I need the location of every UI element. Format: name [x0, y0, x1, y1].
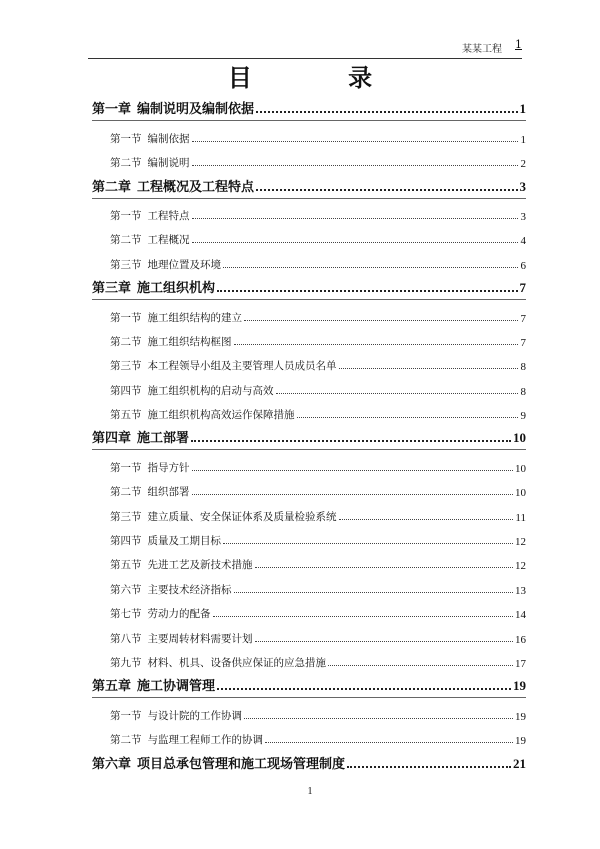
toc-dot-leader — [265, 742, 513, 743]
toc-entry-number: 第五节 — [110, 409, 142, 422]
toc-entry-title: 指导方针 — [147, 461, 190, 474]
toc-entry-page: 3 — [520, 210, 526, 223]
toc-entry-number: 第一节 — [110, 709, 142, 722]
toc-dot-leader — [297, 417, 519, 418]
toc-entry-number: 第二章 — [92, 179, 132, 195]
toc-entry-page: 7 — [520, 336, 526, 349]
toc-dot-leader — [256, 189, 517, 191]
toc-entry-number: 第五章 — [92, 679, 132, 695]
toc-chapter-entry[interactable] — [92, 747, 526, 771]
toc-dot-leader — [244, 718, 513, 719]
toc-entry-page: 10 — [515, 462, 526, 475]
toc-section-entry[interactable] — [92, 300, 526, 324]
toc-entry-number: 第二节 — [110, 486, 142, 499]
toc-chapter-entry[interactable] — [92, 422, 526, 446]
toc-entry-title: 本工程领导小组及主要管理人员成员名单 — [147, 360, 337, 373]
toc-entry-page: 12 — [515, 536, 526, 549]
toc-entry-title: 建立质量、安全保证体系及质量检验系统 — [147, 510, 337, 523]
toc-section-entry[interactable] — [92, 524, 526, 548]
toc-entry-page: 1 — [519, 101, 526, 117]
toc-dot-leader — [256, 111, 517, 113]
toc-entry-title: 工程特点 — [147, 209, 190, 222]
toc-entry-page: 16 — [515, 633, 526, 646]
toc-entry-page: 12 — [515, 560, 526, 573]
toc-entry-page: 8 — [520, 361, 526, 374]
toc-dot-leader — [339, 368, 519, 369]
toc-entry-page: 17 — [515, 657, 526, 670]
toc-section-entry[interactable] — [92, 475, 526, 499]
toc-entry-title: 组织部署 — [147, 486, 190, 499]
toc-entry-number: 第四节 — [110, 384, 142, 397]
toc-dot-leader — [192, 494, 514, 495]
toc-dot-leader — [192, 218, 519, 219]
toc-entry-number: 第四章 — [92, 431, 132, 447]
toc-entry-number: 第三章 — [92, 281, 132, 297]
toc-entry-title: 工程概况 — [147, 234, 190, 247]
page-header — [88, 38, 522, 59]
toc-section-entry[interactable] — [92, 247, 526, 271]
toc-entry-title: 材料、机具、设备供应保证的应急措施 — [147, 656, 326, 669]
toc-section-entry[interactable] — [92, 646, 526, 670]
header-title: 某某工程 — [462, 44, 502, 55]
toc-entry-page: 10 — [513, 430, 526, 446]
toc-dot-leader — [234, 592, 514, 593]
toc-entry-title: 与监理工程师工作的协调 — [147, 734, 263, 747]
toc-section-entry[interactable] — [92, 450, 526, 474]
table-of-contents — [92, 93, 526, 772]
toc-entry-page: 10 — [515, 487, 526, 500]
toc-entry-page: 13 — [515, 584, 526, 597]
toc-entry-title: 施工组织结构框图 — [147, 335, 232, 348]
toc-section-entry[interactable] — [92, 597, 526, 621]
toc-entry-page: 19 — [515, 735, 526, 748]
page-title: 目 录 — [227, 63, 417, 92]
toc-chapter-entry[interactable] — [92, 272, 526, 296]
toc-dot-leader — [339, 519, 514, 520]
toc-dot-leader — [255, 567, 514, 568]
toc-entry-page: 1 — [520, 133, 526, 146]
toc-entry-number: 第三节 — [110, 360, 142, 373]
header-page-number: 1 — [515, 38, 522, 51]
toc-dot-leader — [213, 616, 514, 617]
toc-entry-number: 第五节 — [110, 559, 142, 572]
toc-entry-page: 7 — [519, 280, 526, 296]
toc-entry-number: 第二节 — [110, 234, 142, 247]
toc-entry-title: 质量及工期目标 — [147, 535, 221, 548]
toc-chapter-entry[interactable] — [92, 670, 526, 694]
toc-entry-number: 第一节 — [110, 132, 142, 145]
toc-entry-title: 施工组织机构的启动与高效 — [147, 384, 274, 397]
toc-entry-title: 施工组织机构 — [137, 281, 216, 297]
toc-entry-number: 第一章 — [92, 102, 132, 118]
toc-entry-number: 第二节 — [110, 335, 142, 348]
toc-section-entry[interactable] — [92, 349, 526, 373]
toc-dot-leader — [192, 470, 514, 471]
toc-entry-number: 第七节 — [110, 608, 142, 621]
toc-entry-title: 施工组织机构高效运作保障措施 — [147, 409, 295, 422]
toc-entry-page: 19 — [513, 678, 526, 694]
toc-dot-leader — [234, 344, 519, 345]
toc-entry-page: 8 — [520, 385, 526, 398]
toc-entry-number: 第四节 — [110, 535, 142, 548]
toc-entry-title: 编制依据 — [147, 132, 190, 145]
toc-entry-title: 施工组织结构的建立 — [147, 311, 242, 324]
toc-entry-title: 施工协调管理 — [137, 679, 216, 695]
toc-section-entry[interactable] — [92, 146, 526, 170]
toc-section-entry[interactable] — [92, 199, 526, 223]
toc-entry-page: 9 — [520, 410, 526, 423]
toc-entry-title: 项目总承包管理和施工现场管理制度 — [137, 756, 346, 772]
toc-section-entry[interactable] — [92, 373, 526, 397]
toc-entry-number: 第九节 — [110, 656, 142, 669]
toc-section-entry[interactable] — [92, 499, 526, 523]
toc-entry-number: 第六节 — [110, 583, 142, 596]
toc-entry-page: 2 — [520, 158, 526, 171]
toc-entry-number: 第一节 — [110, 461, 142, 474]
toc-chapter-entry[interactable] — [92, 93, 526, 117]
toc-dot-leader — [244, 320, 518, 321]
toc-dot-leader — [255, 641, 514, 642]
toc-entry-page: 19 — [515, 710, 526, 723]
toc-dot-leader — [328, 665, 513, 666]
toc-entry-number: 第三节 — [110, 258, 142, 271]
toc-entry-number: 第二节 — [110, 734, 142, 747]
toc-dot-leader — [223, 543, 513, 544]
toc-entry-page: 11 — [515, 511, 526, 524]
toc-entry-number: 第一节 — [110, 311, 142, 324]
toc-section-entry[interactable] — [92, 325, 526, 349]
toc-entry-page: 4 — [520, 235, 526, 248]
toc-section-entry[interactable] — [92, 621, 526, 645]
toc-section-entry[interactable] — [92, 698, 526, 722]
toc-entry-page: 7 — [520, 312, 526, 325]
toc-entry-title: 主要技术经济指标 — [147, 583, 232, 596]
toc-entry-page: 6 — [520, 259, 526, 272]
toc-entry-number: 第三节 — [110, 510, 142, 523]
toc-entry-title: 与设计院的工作协调 — [147, 709, 242, 722]
toc-chapter-entry[interactable] — [92, 170, 526, 194]
footer-page-number: 1 — [307, 786, 313, 797]
toc-entry-title: 施工部署 — [137, 431, 190, 447]
toc-dot-leader — [223, 267, 518, 268]
toc-entry-title: 地理位置及环境 — [147, 258, 221, 271]
toc-entry-title: 主要周转材料需要计划 — [147, 632, 253, 645]
toc-entry-number: 第六章 — [92, 756, 132, 772]
toc-entry-title: 编制说明 — [147, 157, 190, 170]
toc-section-entry[interactable] — [92, 121, 526, 145]
toc-entry-number: 第二节 — [110, 157, 142, 170]
toc-section-entry[interactable] — [92, 223, 526, 247]
toc-entry-page: 3 — [519, 178, 526, 194]
toc-dot-leader — [192, 165, 519, 166]
toc-section-entry[interactable] — [92, 572, 526, 596]
toc-entry-title: 劳动力的配备 — [147, 608, 211, 621]
toc-section-entry[interactable] — [92, 548, 526, 572]
toc-entry-number: 第一节 — [110, 209, 142, 222]
toc-section-entry[interactable] — [92, 723, 526, 747]
toc-dot-leader — [217, 688, 511, 690]
toc-dot-leader — [192, 242, 519, 243]
toc-dot-leader — [276, 393, 519, 394]
toc-entry-number: 第八节 — [110, 632, 142, 645]
toc-entry-title: 编制说明及编制依据 — [137, 102, 255, 118]
toc-dot-leader — [217, 290, 517, 292]
toc-entry-title: 先进工艺及新技术措施 — [147, 559, 253, 572]
toc-entry-page: 14 — [515, 609, 526, 622]
toc-section-entry[interactable] — [92, 398, 526, 422]
toc-dot-leader — [347, 766, 511, 768]
toc-entry-page: 21 — [513, 755, 526, 771]
toc-dot-leader — [192, 141, 519, 142]
toc-dot-leader — [191, 440, 511, 442]
toc-entry-title: 工程概况及工程特点 — [137, 179, 255, 195]
